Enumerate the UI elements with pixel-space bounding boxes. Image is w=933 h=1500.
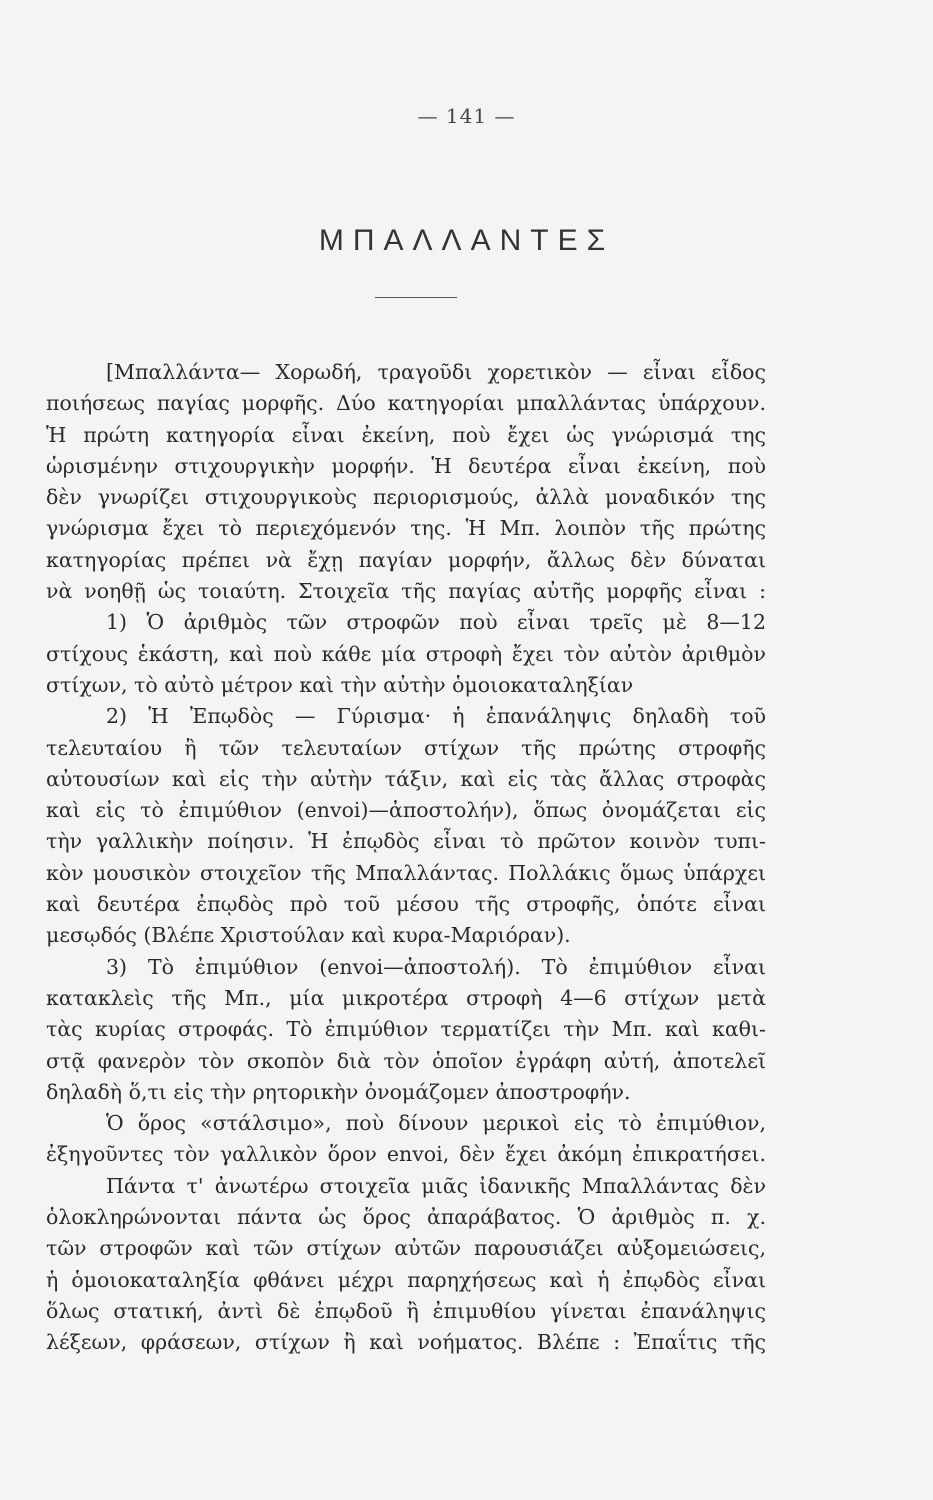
text-line: γνώρισμα ἔχει τὸ περιεχόμενόν της. Ἡ Μπ. λοιπὸν τῆς πρώτης xyxy=(46,516,766,541)
text-line: Πάντα τ' ἀνωτέρω στοιχεῖα μιᾶς ἰδανικῆς Μπαλλάντας δὲν xyxy=(106,1173,766,1198)
text-line: κὸν μουσικὸν στοιχεῖον τῆς Μπαλλάντας. Πολλάκις ὅμως ὑπάρχει xyxy=(46,860,766,885)
text-line: ὅλως στατική, ἀντὶ δὲ ἐπῳδοῦ ἢ ἐπιμυθίου γίνεται ἐπανάληψις xyxy=(46,1298,766,1323)
text-line: λέξεων, φράσεων, στίχων ἢ καὶ νοήματος. Βλέπε : Ἐπαΐτις τῆς xyxy=(46,1330,766,1355)
page-number: — 141 — xyxy=(417,104,516,128)
text-line: τὰς κυρίας στροφάς. Τὸ ἐπιμύθιον τερματίζει τὴν Μπ. καὶ καθι- xyxy=(46,1017,766,1042)
text-line: δηλαδὴ ὅ,τι εἰς τὴν ρητορικὴν ὀνομάζομεν ἀποστροφήν. xyxy=(46,1079,631,1104)
text-line: ὁλοκληρώνονται πάντα ὡς ὅρος ἀπαράβατος. Ὁ ἀριθμὸς π. χ. xyxy=(46,1205,766,1230)
text-line: τελευταίου ἢ τῶν τελευταίων στίχων τῆς πρώτης στροφῆς xyxy=(46,735,766,760)
text-line: [Μπαλλάντα— Χορωδή, τραγοῦδι χορετικὸν — εἶναι εἶδος xyxy=(106,360,766,384)
text-line: 1) Ὁ ἀριθμὸς τῶν στροφῶν ποὺ εἶναι τρεῖς μὲ 8—12 xyxy=(106,610,766,635)
text-line: κατακλεὶς τῆς Μπ., μία μικροτέρα στροφὴ 4—6 στίχων μετὰ xyxy=(46,985,766,1010)
text-line: 3) Τὸ ἐπιμύθιον (envoi—ἀποστολή). Τὸ ἐπιμύθιον εἶναι xyxy=(106,954,766,979)
text-line: Ὁ ὅρος «στάλσιμο», ποὺ δίνουν μερικοὶ εἰς τὸ ἐπιμύθιον, xyxy=(106,1111,766,1136)
text-line: ποιήσεως παγίας μορφῆς. Δύο κατηγορίαι μπαλλάντας ὑπάρχουν. xyxy=(46,391,766,416)
body-text xyxy=(46,357,766,1359)
page-title: ΜΠΑΛΛΑΝΤΕΣ xyxy=(318,224,615,257)
text-line: στᾷ φανερὸν τὸν σκοπὸν διὰ τὸν ὁποῖον ἐγράφη αὐτή, ἀποτελεῖ xyxy=(46,1048,766,1073)
text-line: καὶ δευτέρα ἐπῳδὸς πρὸ τοῦ μέσου τῆς στροφῆς, ὁπότε εἶναι xyxy=(46,892,766,917)
text-line: καὶ εἰς τὸ ἐπιμύθιον (envoi)—ἀποστολήν), ὅπως ὀνομάζεται εἰς xyxy=(46,798,766,823)
text-line: τῶν στροφῶν καὶ τῶν στίχων αὐτῶν παρουσιάζει αὐξομειώσεις, xyxy=(46,1236,766,1261)
text-line: στίχων, τὸ αὐτὸ μέτρον καὶ τὴν αὐτὴν ὁμοιοκαταληξίαν xyxy=(46,672,634,697)
text-line: κατηγορίας πρέπει νὰ ἔχῃ παγίαν μορφήν, ἄλλως δὲν δύναται xyxy=(46,547,766,572)
text-line: 2) Ἡ Ἐπῳδὸς — Γύρισμα· ἡ ἐπανάληψις δηλαδὴ τοῦ xyxy=(106,704,766,729)
text-line: στίχους ἑκάστη, καὶ ποὺ κάθε μία στροφὴ ἔχει τὸν αὐτὸν ἀριθμὸν xyxy=(46,641,766,666)
text-line: δὲν γνωρίζει στιχουργικοὺς περιορισμούς, ἀλλὰ μοναδικόν της xyxy=(46,485,766,510)
text-line: ἡ ὁμοιοκαταληξία φθάνει μέχρι παρηχήσεως καὶ ἡ ἐπῳδὸς εἶναι xyxy=(46,1267,766,1292)
text-line: ἐξηγοῦντες τὸν γαλλικὸν ὅρον envoi, δὲν ἔχει ἀκόμη ἐπικρατήσει. xyxy=(46,1142,766,1167)
text-line: αὐτουσίων καὶ εἰς τὴν αὐτὴν τάξιν, καὶ εἰς τὰς ἄλλας στροφὰς xyxy=(46,766,766,791)
text-line: ὡρισμένην στιχουργικὴν μορφήν. Ἡ δευτέρα εἶναι ἐκείνη, ποὺ xyxy=(46,453,766,478)
text-line: τὴν γαλλικὴν ποίησιν. Ἡ ἐπῳδὸς εἶναι τὸ πρῶτον κοινὸν τυπι- xyxy=(46,829,766,854)
text-line: μεσῳδός (Βλέπε Χριστούλαν καὶ κυρα-Μαριόραν). xyxy=(46,923,571,948)
text-line: Ἡ πρώτη κατηγορία εἶναι ἐκείνη, ποὺ ἔχει ὡς γνώρισμά της xyxy=(46,422,766,447)
title-divider xyxy=(375,297,457,298)
text-line: νὰ νοηθῇ ὡς τοιαύτη. Στοιχεῖα τῆς παγίας αὐτῆς μορφῆς εἶναι : xyxy=(46,579,766,604)
